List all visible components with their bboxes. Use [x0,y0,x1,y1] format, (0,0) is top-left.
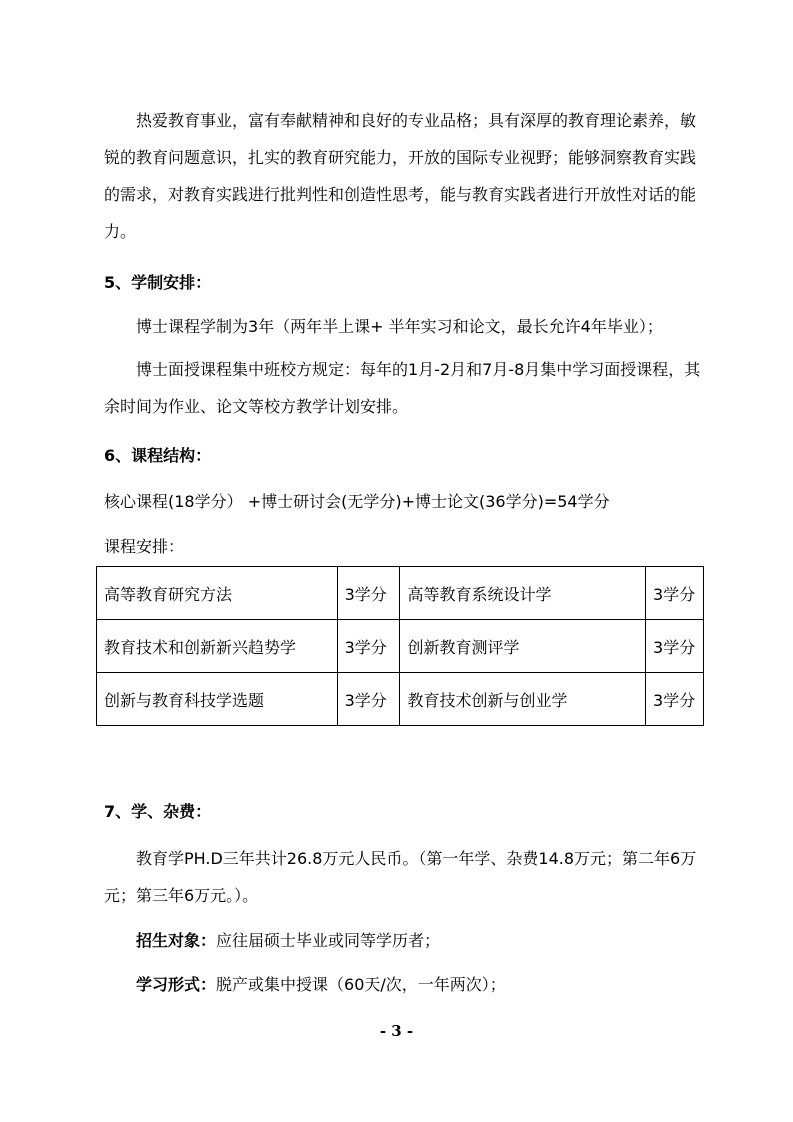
course-name: 高等教育系统设计学 [400,567,646,620]
page-number: - 3 - [379,1022,414,1040]
course-credit: 3学分 [337,673,400,726]
table-row [97,673,704,726]
course-credit: 3学分 [646,620,704,673]
section6-heading: 6、课程结构： [104,446,212,465]
table-row [97,620,704,673]
tuition-fee: 教育学PH.D三年共计26.8万元人民币。（第一年学、杂费14.8万元；第二年6万元；第三年6万元。）。 [104,849,697,905]
course-name: 教育技术创新与创业学 [400,673,646,726]
study-form-label: 学习形式： [136,975,217,994]
section5-heading: 5、学制安排： [104,273,212,292]
course-credit: 3学分 [646,673,704,726]
admission-target-value: 应往届硕士毕业或同等学历者； [216,931,441,950]
course-name: 高等教育研究方法 [97,567,338,620]
course-name: 教育技术和创新新兴趋势学 [97,620,338,673]
course-name: 创新与教育科技学选题 [97,673,338,726]
course-credit: 3学分 [646,567,704,620]
course-credit: 3学分 [337,620,400,673]
course-name: 创新教育测评学 [400,620,646,673]
admission-target-label: 招生对象： [136,931,217,950]
study-form [104,972,704,995]
intro-paragraph: 热爱教育事业，富有奉献精神和良好的专业品格；具有深厚的教育理论素养，敏锐的教育问题意识，扎实的教育研究能力，开放的国际专业视野；能够洞察教育实践的需求，对教育实践进行批判性和创造性思考，能与教育实践者进行开放性对话的能力。 [104,111,697,241]
section7-heading: 7、学、杂费： [104,802,212,821]
admission-target [104,928,704,951]
study-form-value: 脱产或集中授课（60天/次，一年两次）； [216,975,506,994]
course-table [96,566,704,726]
section5-duration: 博士课程学制为3年（两年半上课+ 半年实习和论文，最长允许4年毕业）； [136,317,663,336]
course-arrangement-label: 课程安排： [104,537,185,556]
section5-schedule: 博士面授课程集中班校方规定：每年的1月-2月和7月-8月集中学习面授课程，其余时间为作业、论文等校方教学计划安排。 [104,360,701,416]
table-row [97,567,704,620]
course-credit: 3学分 [337,567,400,620]
course-structure: 核心课程(18学分） +博士研讨会(无学分)+博士论文(36学分)=54学分 [104,492,610,511]
